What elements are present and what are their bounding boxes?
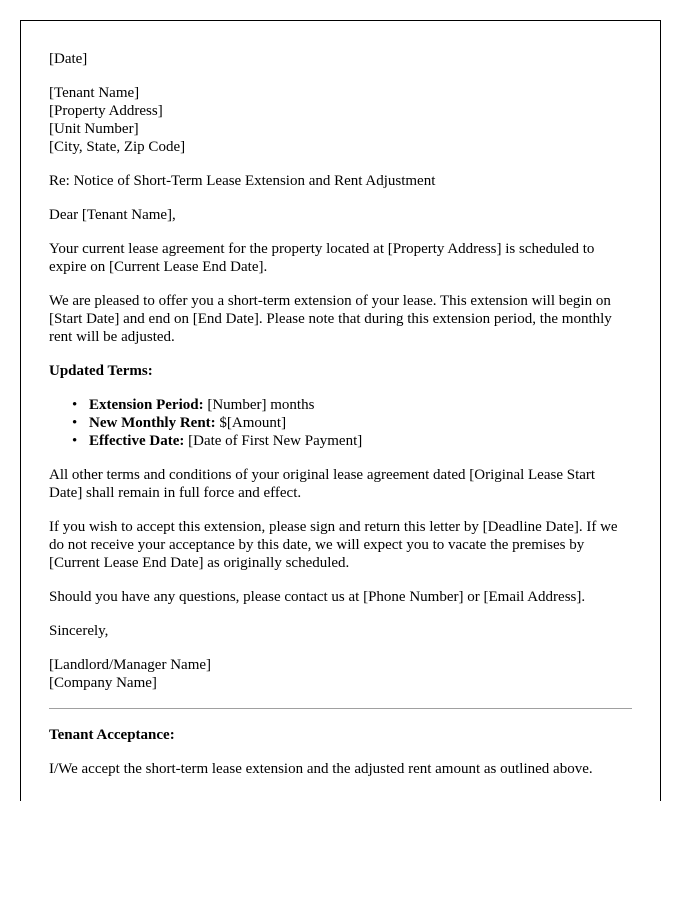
tenant-acceptance-text: I/We accept the short-term lease extension and the adjusted rent amount as outlined above.: [49, 761, 593, 777]
term-label: Extension Period:: [89, 397, 204, 413]
letter-closing: Sincerely,: [49, 623, 109, 639]
letter-subject: Re: Notice of Short-Term Lease Extension and Rent Adjustment: [49, 173, 436, 189]
acceptance-divider: [49, 708, 632, 709]
tenant-acceptance-heading: Tenant Acceptance:: [49, 727, 175, 743]
term-label: New Monthly Rent:: [89, 415, 216, 431]
bullet-icon: •: [72, 397, 78, 413]
recipient-name: [Tenant Name]: [49, 85, 140, 101]
letter-date: [Date]: [49, 51, 88, 67]
paragraph-accept-instructions: If you wish to accept this extension, please sign and return this letter by [Deadline Date]. If we do not receive your acceptance by this date, we will expect you to vacate the premises by [Current Lease End Date] as originally scheduled.: [49, 519, 618, 571]
term-value: $[Amount]: [215, 415, 287, 431]
term-item-new-monthly-rent: [72, 414, 632, 432]
recipient-unit-number: [Unit Number]: [49, 121, 139, 137]
letter-salutation: Dear [Tenant Name],: [49, 207, 176, 223]
sender-company: [Company Name]: [49, 675, 157, 691]
bullet-icon: •: [72, 433, 78, 449]
letter-page: [20, 20, 661, 801]
paragraph-current-lease: Your current lease agreement for the property located at [Property Address] is scheduled to expire on [Current Lease End Date].: [49, 241, 595, 275]
term-item-extension-period: [72, 396, 632, 414]
sender-block: [49, 656, 632, 692]
term-item-effective-date: [72, 432, 632, 450]
updated-terms-heading: Updated Terms:: [49, 363, 153, 379]
sender-name: [Landlord/Manager Name]: [49, 657, 212, 673]
bullet-icon: •: [72, 415, 78, 431]
paragraph-other-terms: All other terms and conditions of your original lease agreement dated [Original Lease Start Date] shall remain in full force and effect.: [49, 467, 596, 501]
recipient-property-address: [Property Address]: [49, 103, 163, 119]
paragraph-contact: Should you have any questions, please contact us at [Phone Number] or [Email Address].: [49, 589, 586, 605]
updated-terms-list: [49, 396, 632, 450]
term-label: Effective Date:: [89, 433, 185, 449]
recipient-city-state-zip: [City, State, Zip Code]: [49, 139, 186, 155]
term-value: [Date of First New Payment]: [184, 433, 363, 449]
paragraph-offer: We are pleased to offer you a short-term extension of your lease. This extension will begin on [Start Date] and end on [End Date]. Please note that during this extension period, the monthly rent will be adjusted.: [49, 293, 612, 345]
term-value: [Number] months: [203, 397, 315, 413]
recipient-address-block: [49, 84, 632, 156]
